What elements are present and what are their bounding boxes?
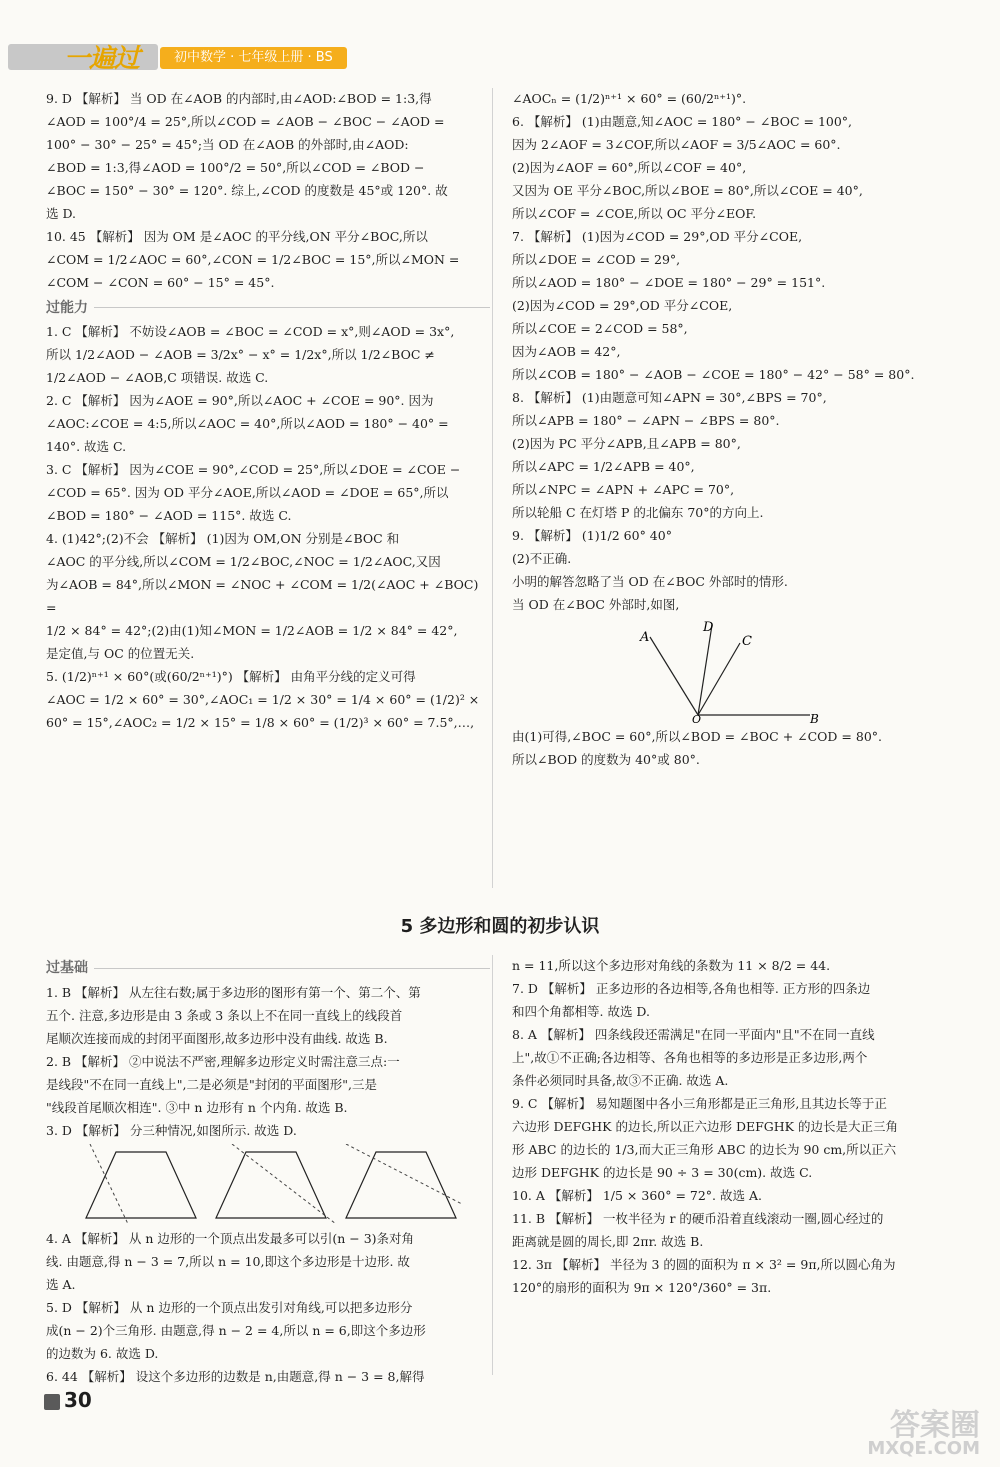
page-number: 30 — [64, 1388, 92, 1412]
answer-line: "线段首尾顺次相连". ③中 n 边形有 n 个内角. 故选 B. — [46, 1099, 348, 1115]
answer-line: 所以轮船 C 在灯塔 P 的北偏东 70°的方向上. — [512, 505, 764, 520]
section-heading-basic — [46, 957, 490, 980]
answer-line: 3. D 【解析】 分三种情况,如图所示. 故选 D. — [46, 1122, 297, 1138]
answer-line: 和四个角都相等. 故选 D. — [512, 1004, 650, 1019]
section-rule — [94, 968, 490, 969]
answer-line: 所以 1/2∠AOD − ∠AOB = 3/2x° − x° = 1/2x°,所以 1/2∠BOC ≠ — [46, 347, 435, 362]
answer-line: 成(n − 2)个三角形. 由题意,得 n − 2 = 4,所以 n = 6,即这个多边形 — [46, 1323, 426, 1338]
answer-line: 7. D 【解析】 正多边形的各边相等,各角也相等. 正方形的四条边 — [512, 981, 871, 996]
answer-line: 140°. 故选 C. — [46, 439, 127, 454]
right-column-top — [512, 88, 958, 772]
right-column-bottom — [512, 955, 958, 1300]
section-rule — [94, 307, 490, 308]
angle-figure — [512, 619, 958, 724]
answer-line: 所以∠COB = 180° − ∠AOB − ∠COE = 180° − 42° − 58° = 80°. — [512, 367, 915, 382]
answer-line: ∠AOCₙ = (1/2)ⁿ⁺¹ × 60° = (60/2ⁿ⁺¹)°. — [512, 91, 747, 106]
trapezoid-3 — [346, 1152, 456, 1218]
answer-line: 8. A 【解析】 四条线段还需满足"在同一平面内"且"不在同一直线 — [512, 1027, 875, 1042]
answer-line: 11. B 【解析】 一枚半径为 r 的硬币沿着直线滚动一圈,圆心经过的 — [512, 1211, 884, 1226]
answer-line: (2)因为 PC 平分∠APB,且∠APB = 80°, — [512, 436, 741, 451]
answer-line: ∠COD = 65°. 因为 OD 平分∠AOE,所以∠AOD = ∠DOE = 65°,所以 — [46, 485, 449, 500]
answer-line: 10. 45 【解析】 因为 OM 是∠AOC 的平分线,ON 平分∠BOC,所以 — [46, 229, 428, 244]
answer-line: 条件必须同时具备,故③不正确. 故选 A. — [512, 1073, 729, 1088]
answer-line: 2. B 【解析】 ②中说法不严密,理解多边形定义时需注意三点:一 — [46, 1053, 400, 1069]
left-column-bottom — [46, 955, 490, 1389]
answer-line: 又因为 OE 平分∠BOC,所以∠BOE = 80°,所以∠COE = 40°, — [512, 183, 863, 198]
cut-line-2 — [232, 1144, 336, 1224]
label-B: B — [810, 711, 819, 724]
answer-line: ∠BOD = 180° − ∠AOD = 115°. 故选 C. — [46, 508, 292, 523]
answer-line: 5. (1/2)ⁿ⁺¹ × 60°(或(60/2ⁿ⁺¹)°) 【解析】 由角平分线的定义可得 — [46, 668, 416, 684]
answer-line: 形 ABC 的边长的 1/3,而大正三角形 ABC 的边长为 90 cm,所以正六 — [512, 1142, 897, 1157]
answer-line: n = 11,所以这个多边形对角线的条数为 11 × 8/2 = 44. — [512, 958, 831, 973]
trapezoid-figure — [46, 1144, 490, 1226]
brand-logo: 一遍过 — [64, 44, 140, 74]
answer-line: 是线段"不在同一直线上",二是必须是"封闭的平面图形",三是 — [46, 1076, 377, 1092]
answer-line: ∠AOD = 100°/4 = 25°,所以∠COD = ∠AOB − ∠BOC − ∠AOD = — [46, 114, 445, 129]
answer-line: 6. 【解析】 (1)由题意,知∠AOC = 180° − ∠BOC = 100°, — [512, 114, 853, 129]
answer-line: 8. 【解析】 (1)由题意可知∠APN = 30°,∠BPS = 70°, — [512, 390, 827, 405]
answer-line: 是定值,与 OC 的位置无关. — [46, 645, 195, 661]
answer-line: 所以∠NPC = ∠APN + ∠APC = 70°, — [512, 482, 735, 497]
answer-line: 边形 DEFGHK 的边长是 90 ÷ 3 = 30(cm). 故选 C. — [512, 1165, 813, 1180]
answer-line: ∠BOD = 1:3,得∠AOD = 100°/2 = 50°,所以∠COD = ∠BOD − — [46, 160, 425, 175]
answer-line: 尾顺次连接而成的封闭平面图形,故多边形中没有曲线. 故选 B. — [46, 1030, 388, 1046]
answer-line: 4. (1)42°;(2)不会 【解析】 (1)因为 OM,ON 分别是∠BOC 和 — [46, 531, 400, 546]
answer-line: ∠AOC = 1/2 × 60° = 30°,∠AOC₁ = 1/2 × 30° = 1/4 × 60° = (1/2)² × — [46, 691, 480, 707]
answer-line: 所以∠AOD = 180° − ∠DOE = 180° − 29° = 151°. — [512, 275, 826, 290]
watermark-url: MXQE.COM — [867, 1438, 980, 1459]
column-divider — [492, 955, 493, 1375]
answer-line: 9. D 【解析】 当 OD 在∠AOB 的内部时,由∠AOD:∠BOD = 1:3,得 — [46, 91, 432, 106]
answer-line: 7. 【解析】 (1)因为∠COD = 29°,OD 平分∠COE, — [512, 229, 803, 244]
answer-line: 因为∠AOB = 42°, — [512, 344, 621, 359]
answer-line: 由(1)可得,∠BOC = 60°,所以∠BOD = ∠BOC + ∠COD = 80°. — [512, 728, 882, 744]
answer-line: 所以∠APB = 180° − ∠APN − ∠BPS = 80°. — [512, 413, 780, 428]
page-marker — [44, 1394, 60, 1410]
answer-line: 所以∠APC = 1/2∠APB = 40°, — [512, 459, 695, 474]
left-column-top — [46, 88, 490, 735]
cut-line-3 — [346, 1144, 462, 1204]
answer-line: ∠AOC:∠COE = 4:5,所以∠AOC = 40°,所以∠AOD = 180° − 40° = — [46, 416, 449, 431]
answer-line: 因为 2∠AOF = 3∠COF,所以∠AOF = 3/5∠AOC = 60°. — [512, 137, 841, 152]
answer-line: 六边形 DEFGHK 的边长,所以正六边形 DEFGHK 的边长是大正三角 — [512, 1119, 898, 1134]
answer-line: ∠BOC = 150° − 30° = 120°. 综上,∠COD 的度数是 45°或 120°. 故 — [46, 183, 448, 198]
answer-line: 当 OD 在∠BOC 外部时,如图, — [512, 597, 680, 612]
answer-line: 距离就是圆的周长,即 2πr. 故选 B. — [512, 1234, 704, 1249]
ray-OC — [698, 643, 740, 715]
answer-line: 上",故①不正确;各边相等、各角也相等的多边形是正多边形,两个 — [512, 1050, 868, 1065]
answer-line: 5. D 【解析】 从 n 边形的一个顶点出发引对角线,可以把多边形分 — [46, 1300, 413, 1315]
label-C: C — [742, 633, 752, 649]
answer-line: ∠COM = 1/2∠AOC = 60°,∠CON = 1/2∠BOC = 15°,所以∠MON = — [46, 252, 460, 267]
watermark-logo: 答案圈 — [890, 1408, 980, 1443]
answer-line: 为∠AOB = 84°,所以∠MON = ∠NOC + ∠COM = 1/2(∠AOC + ∠BOC) = — [46, 577, 479, 615]
answer-line: 的边数为 6. 故选 D. — [46, 1346, 159, 1361]
ray-OD — [698, 625, 712, 715]
column-divider — [492, 88, 493, 888]
page-header — [0, 0, 1000, 78]
answer-line: 1. B 【解析】 从左往右数;属于多边形的图形有第一个、第二个、第 — [46, 984, 421, 1000]
answer-line: 9. C 【解析】 易知题图中各小三角形都是正三角形,且其边长等于正 — [512, 1096, 887, 1111]
answer-line: (2)因为∠COD = 29°,OD 平分∠COE, — [512, 298, 733, 313]
cut-line-1 — [90, 1144, 128, 1224]
book-tag: 初中数学 · 七年级上册 · BS — [160, 47, 347, 69]
chapter-title: 5 多边形和圆的初步认识 — [400, 916, 600, 937]
section-label: 过能力 — [46, 299, 88, 316]
answer-line: 6. 44 【解析】 设这个多边形的边数是 n,由题意,得 n − 3 = 8,解得 — [46, 1369, 425, 1384]
trapezoid-1 — [86, 1152, 196, 1218]
answer-line: 五个. 注意,多边形是由 3 条或 3 条以上不在同一直线上的线段首 — [46, 1007, 403, 1023]
answer-line: 3. C 【解析】 因为∠COE = 90°,∠COD = 25°,所以∠DOE = ∠COE − — [46, 462, 461, 477]
answer-line: 线. 由题意,得 n − 3 = 7,所以 n = 10,即这个多边形是十边形. 故 — [46, 1254, 410, 1269]
label-O: O — [692, 712, 702, 724]
answer-line: 9. 【解析】 (1)1/2 60° 40° — [512, 528, 672, 543]
answer-line: 2. C 【解析】 因为∠AOE = 90°,所以∠AOC + ∠COE = 90°. 因为 — [46, 393, 434, 408]
answer-line: 选 D. — [46, 206, 77, 221]
label-D: D — [703, 619, 714, 635]
section-heading-ability — [46, 297, 490, 320]
answer-line: 1/2 × 84° = 42°;(2)由(1)知∠MON = 1/2∠AOB = 1/2 × 84° = 42°, — [46, 622, 458, 638]
answer-line: ∠COM − ∠CON = 60° − 15° = 45°. — [46, 275, 275, 290]
answer-line: (2)因为∠AOF = 60°,所以∠COF = 40°, — [512, 160, 747, 175]
answer-line: 60° = 15°,∠AOC₂ = 1/2 × 15° = 1/8 × 60° = (1/2)³ × 60° = 7.5°,…, — [46, 714, 475, 730]
answer-line: 1/2∠AOD − ∠AOB,C 项错误. 故选 C. — [46, 370, 269, 385]
footer-band — [0, 1378, 1000, 1467]
label-A: A — [640, 629, 650, 645]
answer-line: 所以∠BOD 的度数为 40°或 80°. — [512, 751, 700, 767]
answer-line: 10. A 【解析】 1/5 × 360° = 72°. 故选 A. — [512, 1188, 762, 1203]
trapezoid-2 — [216, 1152, 326, 1218]
answer-line: (2)不正确. — [512, 551, 572, 566]
answer-line: 100° − 30° − 25° = 45°;当 OD 在∠AOB 的外部时,由∠AOD: — [46, 137, 409, 152]
answer-line: 所以∠COE = 2∠COD = 58°, — [512, 321, 688, 336]
answer-line: 所以∠COF = ∠COE,所以 OC 平分∠EOF. — [512, 206, 757, 221]
answer-line: 12. 3π 【解析】 半径为 3 的圆的面积为 π × 3² = 9π,所以圆心角为 — [512, 1257, 896, 1272]
answer-line: 4. A 【解析】 从 n 边形的一个顶点出发最多可以引(n − 3)条对角 — [46, 1231, 415, 1246]
answer-line: ∠AOC 的平分线,所以∠COM = 1/2∠BOC,∠NOC = 1/2∠AOC,又因 — [46, 554, 441, 569]
ray-OA — [650, 637, 698, 715]
answer-line: 1. C 【解析】 不妨设∠AOB = ∠BOC = ∠COD = x°,则∠AOD = 3x°, — [46, 324, 455, 339]
answer-line: 选 A. — [46, 1277, 76, 1292]
answer-line: 120°的扇形的面积为 9π × 120°/360° = 3π. — [512, 1280, 772, 1295]
section-label: 过基础 — [46, 960, 88, 976]
answer-line: 所以∠DOE = ∠COD = 29°, — [512, 252, 681, 267]
answer-line: 小明的解答忽略了当 OD 在∠BOC 外部时的情形. — [512, 574, 788, 589]
